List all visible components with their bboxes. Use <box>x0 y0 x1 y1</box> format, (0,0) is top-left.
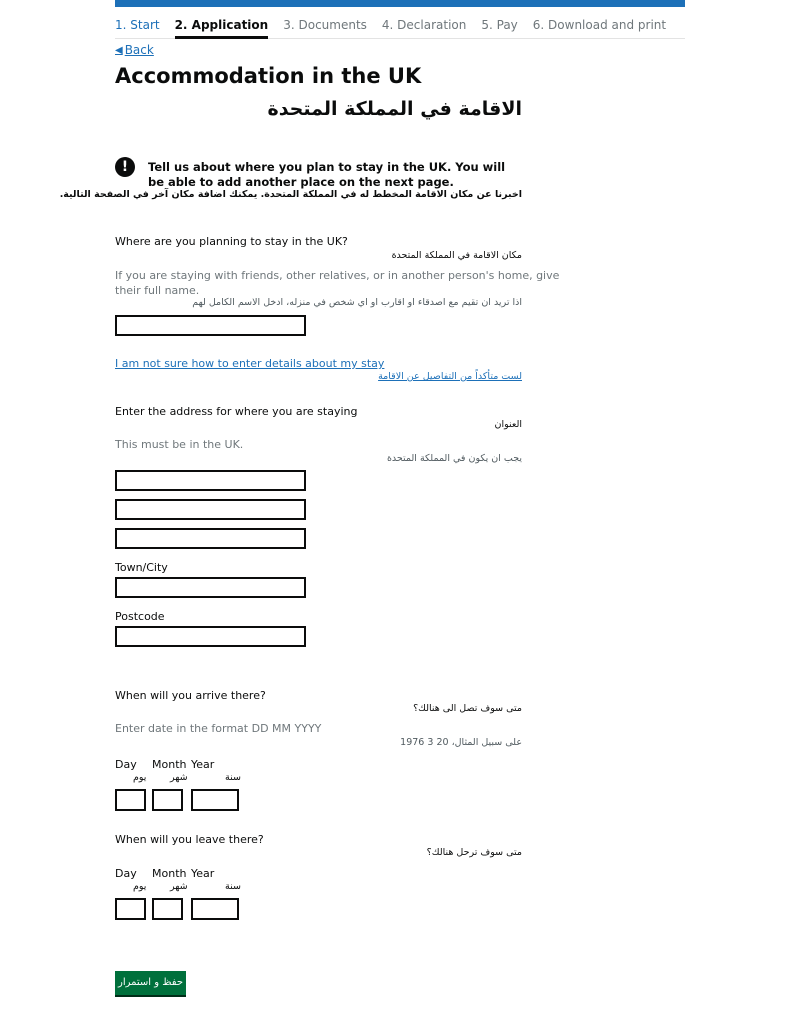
arrive-day-label-arabic: يوم <box>133 772 147 783</box>
arrive-label-arabic: متى سوف تصل الى هنالك؟ <box>413 703 522 714</box>
progress-steps <box>115 18 685 39</box>
arrive-year-label-arabic: سنة <box>225 772 241 783</box>
notice-text: Tell us about where you plan to stay in the UK. You will be able to add another place on the next page. <box>148 160 506 189</box>
leave-label-arabic: متى سوف ترحل هنالك؟ <box>426 847 522 858</box>
leave-label: When will you leave there? <box>115 833 264 846</box>
back-arrow-icon: ◀ <box>115 44 123 56</box>
stay-label-arabic: مكان الاقامة في المملكة المتحدة <box>391 250 522 261</box>
stay-hint-arabic: اذا تريد ان تقيم مع اصدقاء او اقارب او اي شخص في منزله، ادخل الاسم الكامل لهم <box>192 297 522 308</box>
arrive-day-input[interactable] <box>115 789 146 811</box>
step-documents: 3. Documents <box>283 18 367 32</box>
stay-name-input[interactable] <box>115 315 306 336</box>
address-hint-arabic: يجب ان يكون في المملكة المتحدة <box>386 453 522 464</box>
help-link-arabic[interactable]: لست متأكداً من التفاصيل عن الاقامة <box>378 371 522 382</box>
page-title-arabic: الاقامة في المملكة المتحدة <box>267 98 522 120</box>
arrive-month-label: Month <box>152 758 187 771</box>
leave-year-input[interactable] <box>191 898 239 920</box>
stay-hint-line1: If you are staying with friends, other relatives, or in another person's home, give <box>115 269 560 282</box>
town-label: Town/City <box>115 561 168 574</box>
step-download-print: 6. Download and print <box>532 18 667 32</box>
address-label: Enter the address for where you are staying <box>115 405 358 418</box>
leave-day-label-arabic: يوم <box>133 881 147 892</box>
postcode-input[interactable] <box>115 626 306 647</box>
postcode-label: Postcode <box>115 610 165 623</box>
back-link[interactable] <box>115 43 154 57</box>
leave-month-input[interactable] <box>152 898 183 920</box>
town-input[interactable] <box>115 577 306 598</box>
leave-year-label: Year <box>191 867 215 880</box>
address-hint: This must be in the UK. <box>115 438 244 451</box>
leave-year-label-arabic: سنة <box>225 881 241 892</box>
back-link-label: Back <box>124 43 154 57</box>
step-application: 2. Application <box>175 18 269 39</box>
arrive-hint-arabic: على سبيل المثال، 20 3 1976 <box>400 737 522 748</box>
arrive-label: When will you arrive there? <box>115 689 266 702</box>
stay-hint-line2: their full name. <box>115 284 200 297</box>
arrive-month-input[interactable] <box>152 789 183 811</box>
step-pay: 5. Pay <box>481 18 518 32</box>
page-title: Accommodation in the UK <box>115 64 422 88</box>
address-line2-input[interactable] <box>115 499 306 520</box>
step-declaration: 4. Declaration <box>381 18 467 32</box>
warning-icon: ! <box>115 157 135 177</box>
leave-month-label-arabic: شهر <box>170 881 188 892</box>
address-line1-input[interactable] <box>115 470 306 491</box>
help-link[interactable]: I am not sure how to enter details about my stay <box>115 357 385 370</box>
stay-label: Where are you planning to stay in the UK? <box>115 235 348 248</box>
leave-day-input[interactable] <box>115 898 146 920</box>
arrive-year-label: Year <box>191 758 215 771</box>
leave-day-label: Day <box>115 867 137 880</box>
arrive-day-label: Day <box>115 758 137 771</box>
address-label-arabic: العنوان <box>494 419 522 430</box>
arrive-month-label-arabic: شهر <box>170 772 188 783</box>
top-brand-bar <box>115 0 685 7</box>
arrive-year-input[interactable] <box>191 789 239 811</box>
leave-month-label: Month <box>152 867 187 880</box>
address-line3-input[interactable] <box>115 528 306 549</box>
notice-text-arabic: اخبرنا عن مكان الاقامة المخطط له في المملكة المتحدة. يمكنك اضافة مكان آخر في الصفحة التالية. <box>59 189 522 200</box>
save-continue-button[interactable]: حفظ و استمرار <box>115 971 186 995</box>
step-start[interactable]: 1. Start <box>115 18 160 32</box>
arrive-hint: Enter date in the format DD MM YYYY <box>115 722 322 735</box>
